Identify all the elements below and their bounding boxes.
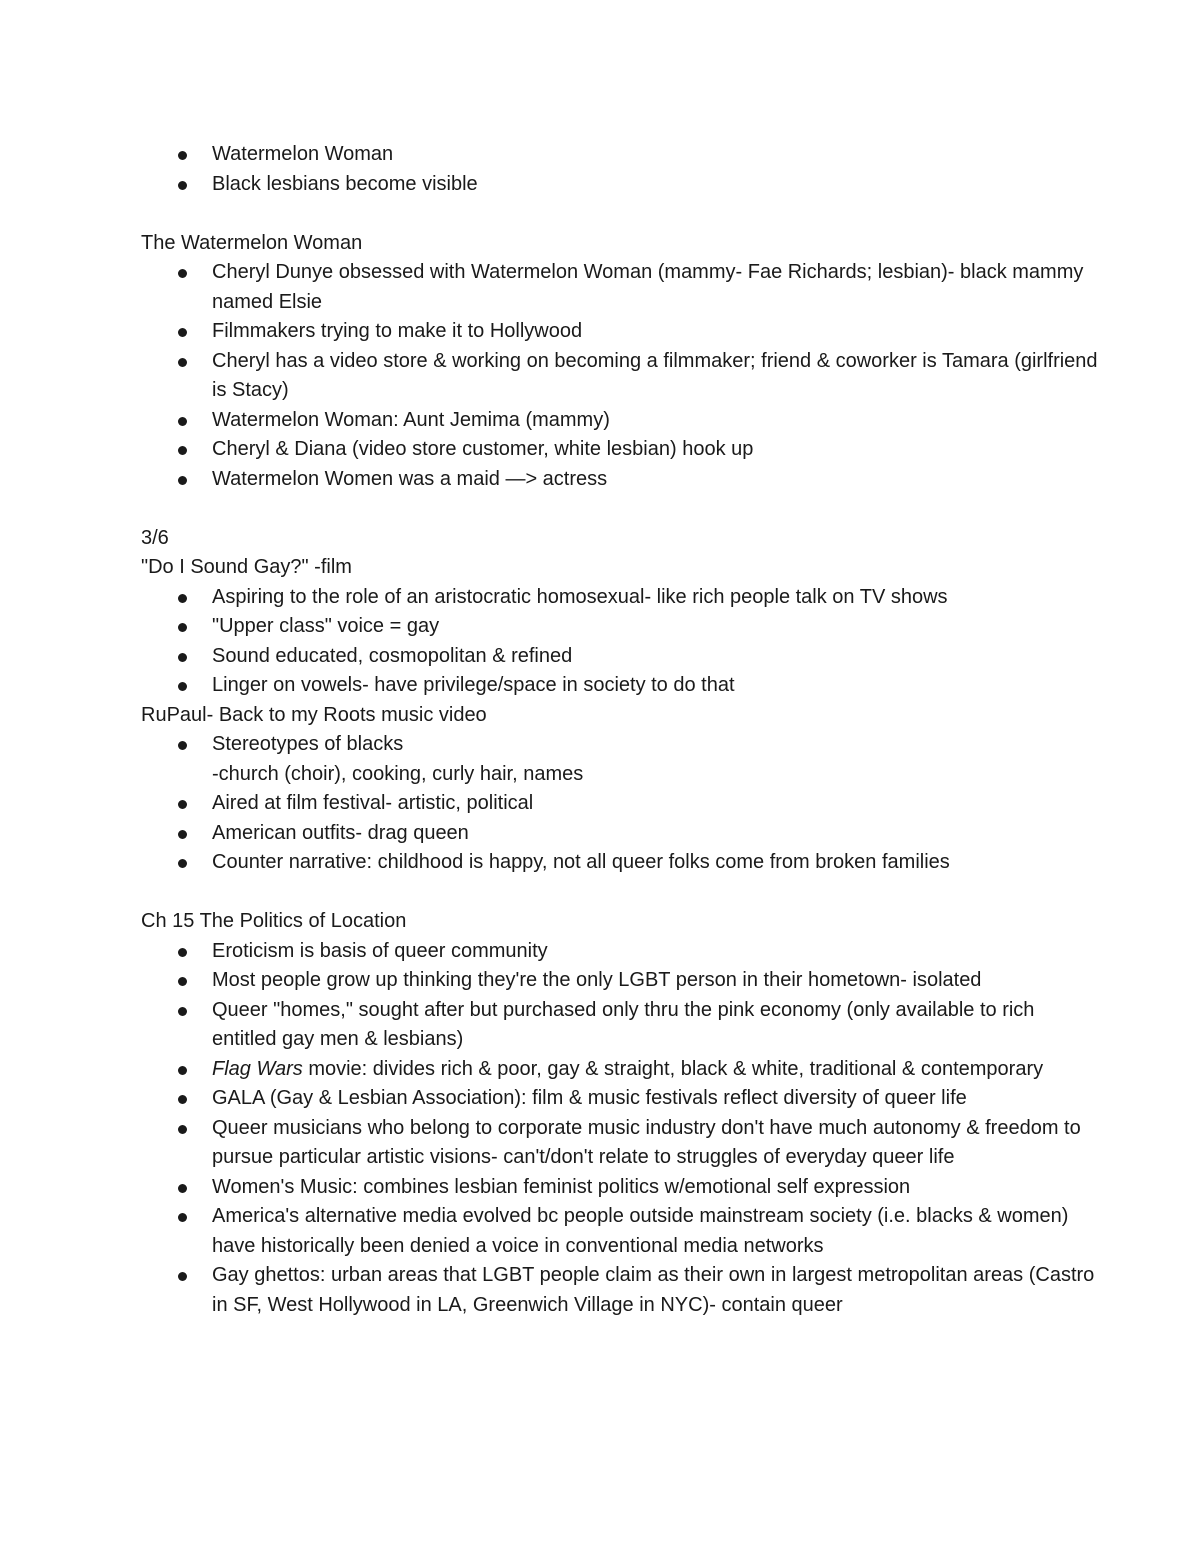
list-item: Watermelon Woman: Aunt Jemima (mammy)	[141, 406, 1101, 436]
bullet-icon	[178, 1007, 187, 1016]
list-item: Women's Music: combines lesbian feminist politics w/emotional self expression	[141, 1173, 1101, 1203]
list-item: American outfits- drag queen	[141, 819, 1101, 849]
bullet-icon	[178, 859, 187, 868]
list-item: Linger on vowels- have privilege/space in society to do that	[141, 671, 1101, 701]
bullet-icon	[178, 417, 187, 426]
section-heading-rupaul: RuPaul- Back to my Roots music video	[141, 703, 487, 726]
section-heading-do-i-sound-gay: "Do I Sound Gay?" -film	[141, 556, 352, 578]
bullet-icon	[178, 476, 187, 485]
bullet-icon	[178, 594, 187, 603]
list-item: Stereotypes of blacks -church (choir), cooking, curly hair, names	[141, 730, 1101, 789]
list-item: Watermelon Woman	[141, 140, 1101, 170]
bullet-icon	[178, 358, 187, 367]
bullet-icon	[178, 1095, 187, 1104]
blank-line	[141, 878, 1101, 908]
list-item: Cheryl Dunye obsessed with Watermelon Woman (mammy- Fae Richards; lesbian)- black mammy named Elsie	[141, 258, 1101, 317]
document-page	[141, 140, 1101, 1320]
bullet-icon	[178, 181, 187, 190]
list-item: Eroticism is basis of queer community	[141, 937, 1101, 967]
bullet-icon	[178, 1066, 187, 1075]
blank-line	[141, 494, 1101, 524]
bullet-icon	[178, 1184, 187, 1193]
list-item: Aspiring to the role of an aristocratic homosexual- like rich people talk on TV shows	[141, 583, 1101, 613]
bullet-icon	[178, 682, 187, 691]
list-item: Black lesbians become visible	[141, 170, 1101, 200]
intro-list	[141, 140, 1101, 199]
list-item: Filmmakers trying to make it to Hollywood	[141, 317, 1101, 347]
section-heading-politics-of-location: Ch 15 The Politics of Location	[141, 910, 407, 932]
list-item: Aired at film festival- artistic, political	[141, 789, 1101, 819]
blank-line	[141, 199, 1101, 229]
list-item: America's alternative media evolved bc people outside mainstream society (i.e. blacks & women) have historically been denied a voice in conventional media networks	[141, 1202, 1101, 1261]
list-item: GALA (Gay & Lesbian Association): film & music festivals reflect diversity of queer life	[141, 1084, 1101, 1114]
bullet-icon	[178, 269, 187, 278]
list-item: Counter narrative: childhood is happy, not all queer folks come from broken families	[141, 848, 1101, 878]
list-item: Cheryl has a video store & working on becoming a filmmaker; friend & coworker is Tamara (girlfriend is Stacy)	[141, 347, 1101, 406]
list-item: Flag Wars movie: divides rich & poor, gay & straight, black & white, traditional & contemporary	[141, 1055, 1101, 1085]
bullet-icon	[178, 446, 187, 455]
rupaul-list	[141, 730, 1101, 878]
section-date: 3/6	[141, 526, 169, 549]
list-item: Watermelon Women was a maid —> actress	[141, 465, 1101, 495]
list-item: "Upper class" voice = gay	[141, 612, 1101, 642]
list-item: Queer "homes," sought after but purchased only thru the pink economy (only available to rich entitled gay men & lesbians)	[141, 996, 1101, 1055]
watermelon-woman-list	[141, 258, 1101, 494]
section-heading-watermelon-woman: The Watermelon Woman	[141, 231, 363, 254]
bullet-icon	[178, 741, 187, 750]
list-item: Sound educated, cosmopolitan & refined	[141, 642, 1101, 672]
bullet-icon	[178, 151, 187, 160]
do-i-sound-gay-list	[141, 583, 1101, 701]
bullet-icon	[178, 1272, 187, 1281]
bullet-icon	[178, 623, 187, 632]
bullet-icon	[178, 800, 187, 809]
bullet-icon	[178, 653, 187, 662]
list-item: Cheryl & Diana (video store customer, white lesbian) hook up	[141, 435, 1101, 465]
bullet-icon	[178, 977, 187, 986]
bullet-icon	[178, 1125, 187, 1134]
bullet-icon	[178, 830, 187, 839]
bullet-icon	[178, 948, 187, 957]
bullet-icon	[178, 1213, 187, 1222]
list-item: Queer musicians who belong to corporate music industry don't have much autonomy & freedom to pursue particular artistic visions- can't/don't relate to struggles of everyday queer life	[141, 1114, 1101, 1173]
bullet-icon	[178, 328, 187, 337]
list-item: Gay ghettos: urban areas that LGBT people claim as their own in largest metropolitan areas (Castro in SF, West Hollywood in LA, Greenwich Village in NYC)- contain queer	[141, 1261, 1101, 1320]
politics-of-location-list	[141, 937, 1101, 1321]
flag-wars-title: Flag Wars	[212, 1057, 303, 1080]
list-item: Most people grow up thinking they're the only LGBT person in their hometown- isolated	[141, 966, 1101, 996]
